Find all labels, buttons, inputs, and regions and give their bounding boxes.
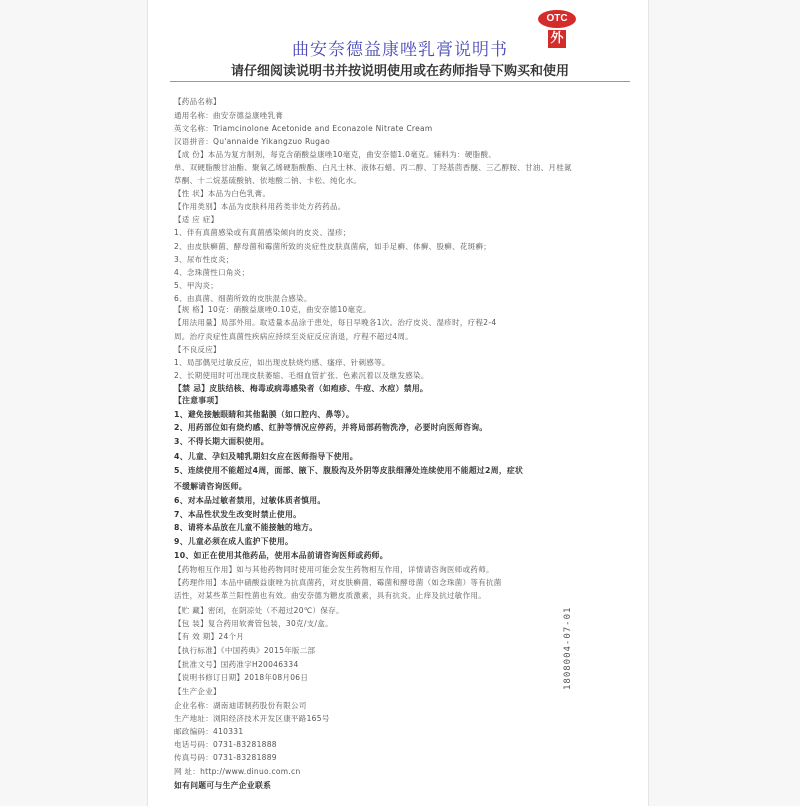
leaflet-line: 如有问题可与生产企业联系 — [174, 781, 272, 790]
leaflet-line: 1、避免接触眼睛和其他黏膜（如口腔内、鼻等）。 — [174, 410, 354, 419]
leaflet-line: 生产地址：浏阳经济技术开发区康平路165号 — [174, 714, 330, 723]
leaflet-line: 4、念珠菌性口角炎； — [174, 268, 250, 277]
leaflet-line: 邮政编码：410331 — [174, 727, 244, 736]
leaflet-line: 网 址：http://www.dinuo.com.cn — [174, 767, 301, 776]
leaflet-line: 5、甲沟炎； — [174, 281, 219, 290]
leaflet-line: 10、如正在使用其他药品，使用本品前请咨询医师或药师。 — [174, 551, 388, 560]
external-use-mark: 外 — [548, 30, 566, 48]
leaflet-line: 4、儿童、孕妇及哺乳期妇女应在医师指导下使用。 — [174, 452, 358, 461]
leaflet-line: 通用名称：曲安奈德益康唑乳膏 — [174, 111, 284, 120]
side-code: 1808004-07-01 — [563, 606, 573, 690]
leaflet-line: 【执行标准】《中国药典》2015年版二部 — [174, 646, 316, 655]
header-divider — [170, 81, 630, 82]
leaflet-line: 1、伴有真菌感染或有真菌感染倾向的皮炎、湿疹； — [174, 228, 351, 237]
leaflet-line: 2、长期使用时可出现皮肤萎缩、毛细血管扩张、色素沉着以及继发感染。 — [174, 371, 429, 380]
leaflet-line: 3、尿布性皮炎； — [174, 255, 234, 264]
leaflet-line: 活性，对某些革兰阳性菌也有效。曲安奈德为糖皮质激素，具有抗炎、止痒及抗过敏作用。 — [174, 591, 486, 600]
leaflet-line: 7、本品性状发生改变时禁止使用。 — [174, 510, 302, 519]
leaflet-line: 传真号码：0731-83281889 — [174, 753, 277, 762]
leaflet-line: 【包 装】复合药用软膏管包装，30克/支/盒。 — [174, 619, 333, 628]
leaflet-line: 草酮、十二烷基硫酸钠、依地酸二钠、卡松、纯化水。 — [174, 176, 362, 185]
otc-oval: OTC — [538, 10, 576, 28]
leaflet-line: 【贮 藏】密闭，在阴凉处（不超过20℃）保存。 — [174, 606, 344, 615]
leaflet-line: 【成 份】本品为复方制剂，每克含硝酸益康唑10毫克，曲安奈德1.0毫克。辅料为：硬脂酸、 — [174, 150, 497, 159]
leaflet-line: 5、连续使用不能超过4周，面部、腋下、腹股沟及外阴等皮肤细薄处连续使用不能超过2周，症状 — [174, 466, 524, 475]
leaflet-line: 周。治疗炎症性真菌性疾病应持续至炎症反应消退，疗程不超过4周。 — [174, 332, 414, 341]
leaflet-line: 【批准文号】国药准字H20046334 — [174, 660, 299, 669]
leaflet-line: 英文名称：Triamcinolone Acetonide and Econazole Nitrate Cream — [174, 124, 433, 133]
leaflet-line: 【生产企业】 — [174, 687, 221, 696]
leaflet-line: 1、局部偶见过敏反应，如出现皮肤烧灼感、瘙痒、针刺感等。 — [174, 358, 390, 367]
leaflet-line: 【药品名称】 — [174, 97, 221, 106]
leaflet-line: 【性 状】本品为白色乳膏。 — [174, 189, 271, 198]
leaflet-line: 6、对本品过敏者禁用，过敏体质者慎用。 — [174, 496, 326, 505]
leaflet-line: 3、不得长期大面积使用。 — [174, 437, 269, 446]
leaflet-line: 【说明书修订日期】2018年08月06日 — [174, 673, 309, 682]
document-subtitle: 请仔细阅读说明书并按说明使用或在药师指导下购买和使用 — [230, 64, 569, 79]
leaflet-line: 2、用药部位如有烧灼感、红肿等情况应停药，并将局部药物洗净，必要时向医师咨询。 — [174, 423, 488, 432]
leaflet-line: 【规 格】10克：硝酸益康唑0.10克，曲安奈德10毫克。 — [174, 305, 371, 314]
leaflet-line: 【不良反应】 — [174, 345, 221, 354]
leaflet-line: 企业名称：湖南迪诺制药股份有限公司 — [174, 701, 307, 710]
leaflet-line: 9、儿童必须在成人监护下使用。 — [174, 537, 294, 546]
leaflet-line: 电话号码：0731-83281888 — [174, 740, 277, 749]
leaflet-line: 【有 效 期】24个月 — [174, 632, 245, 641]
leaflet-line: 【用法用量】局部外用。取适量本品涂于患处，每日早晚各1次。治疗皮炎、湿疹时，疗程2-4 — [174, 318, 497, 327]
leaflet-line: 【作用类别】本品为皮肤科用药类非处方药药品。 — [174, 202, 346, 211]
leaflet-line: 【禁 忌】皮肤结核、梅毒或病毒感染者（如疱疹、牛痘、水痘）禁用。 — [174, 384, 429, 393]
leaflet-line: 6、由真菌、细菌所致的皮肤混合感染。 — [174, 294, 312, 303]
leaflet-line: 【适 应 症】 — [174, 215, 219, 224]
leaflet-line: 单、双硬脂酸甘油酯、聚氧乙烯硬脂酸酯、白凡士林、液体石蜡、丙二醇、丁羟基茴香醚、三乙醇胺、甘油、月桂氮 — [174, 163, 572, 172]
leaflet-line: 【药理作用】本品中硝酸益康唑为抗真菌药，对皮肤癣菌、霉菌和酵母菌（如念珠菌）等有抗菌 — [174, 578, 502, 587]
leaflet-line: 汉语拼音：Qu'annaide Yikangzuo Rugao — [174, 137, 331, 146]
leaflet-line: 【药物相互作用】如与其他药物同时使用可能会发生药物相互作用，详情请咨询医师或药师。 — [174, 565, 494, 574]
leaflet-line: 【注意事项】 — [174, 396, 223, 405]
document-title: 曲安奈德益康唑乳膏说明书 — [292, 40, 508, 60]
leaflet-line: 不缓解请咨询医师。 — [174, 482, 247, 491]
leaflet-line: 2、由皮肤癣菌、酵母菌和霉菌所致的炎症性皮肤真菌病，如手足癣、体癣、股癣、花斑癣； — [174, 242, 492, 251]
leaflet-line: 8、请将本品放在儿童不能接触的地方。 — [174, 523, 318, 532]
